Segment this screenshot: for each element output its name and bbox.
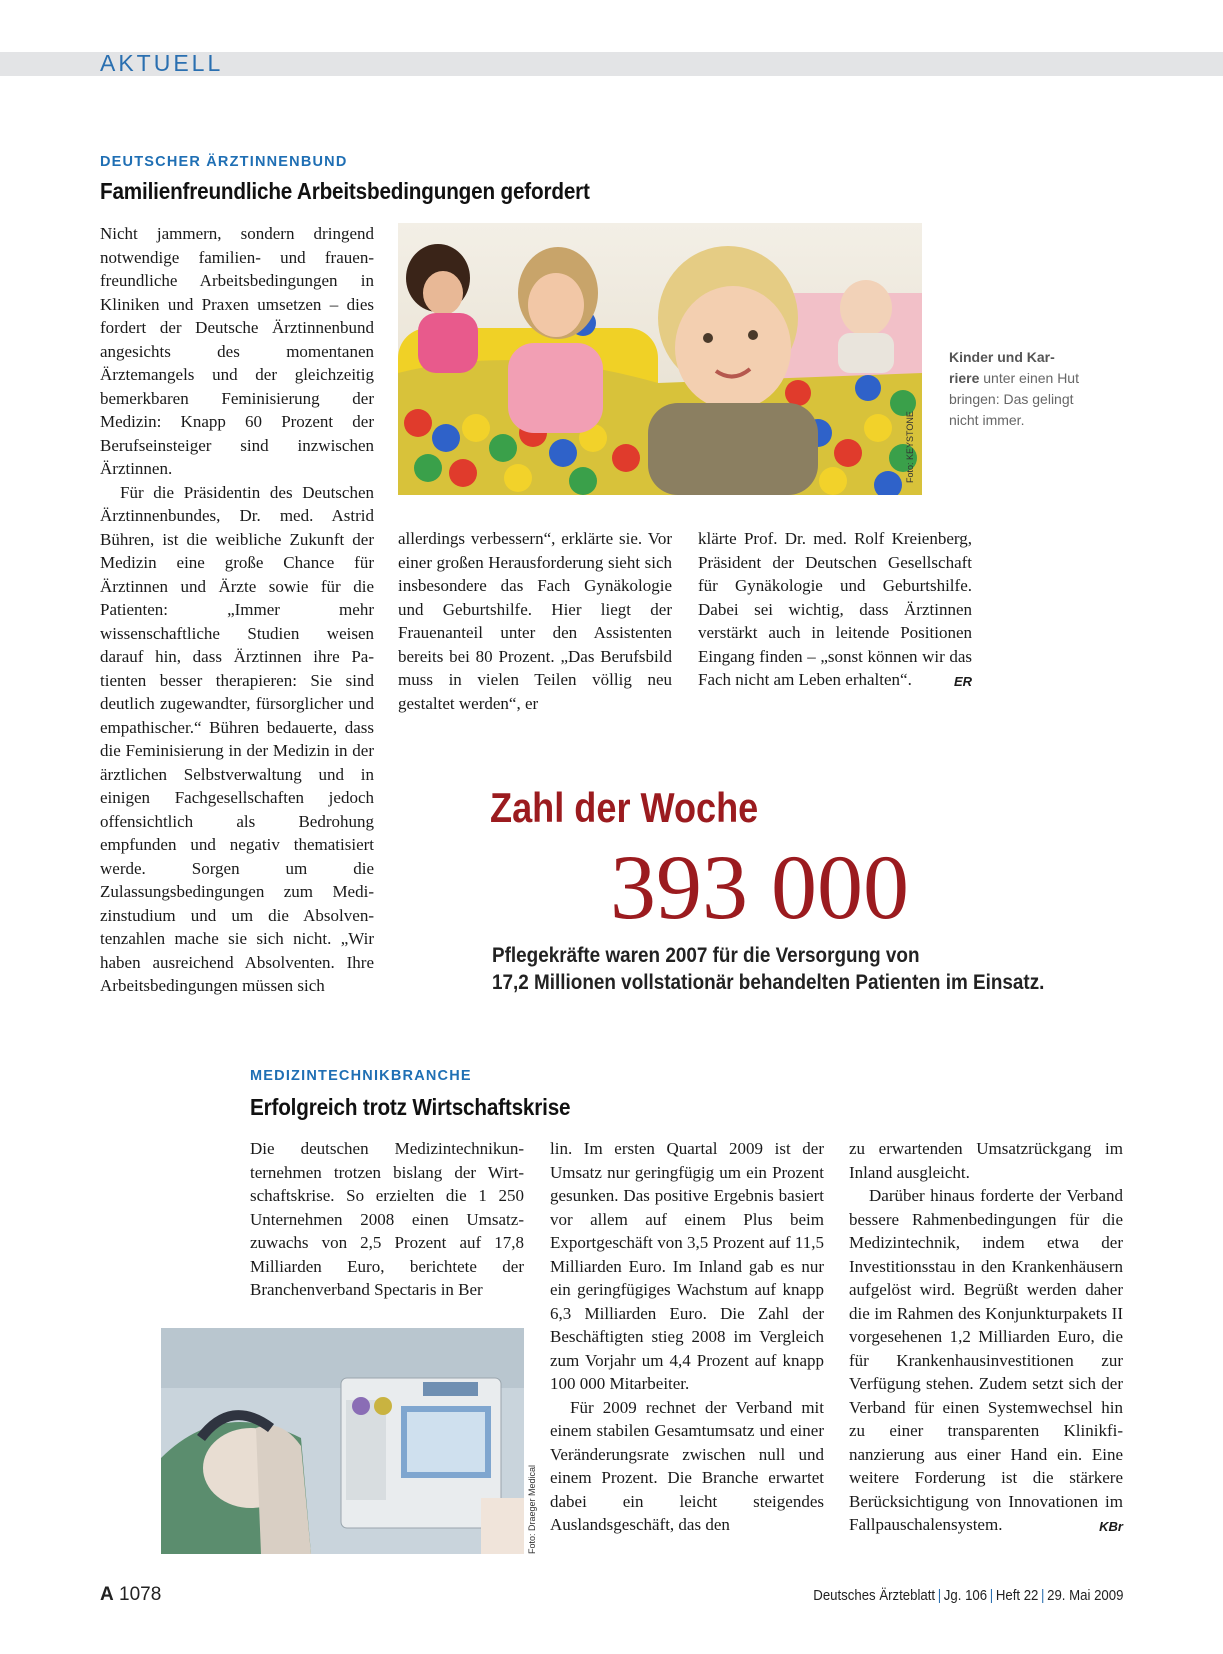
zahl-line-2: 17,2 Millionen vollstationär behandelten Patienten im Einsatz. [492, 971, 1045, 994]
article2-signature: KBr [1099, 1519, 1123, 1534]
article2-paragraph: lin. Im ersten Quartal 2009 ist der Umsatz nur geringfügig um ein Prozent gesunken. Das positive Ergebnis basiert vor allem auf einem Plus beim Exportgeschäft von 3,5 Prozent auf 11,5 Milliarden Euro. Im Inland gab es nur ein geringfügiges Wachstum auf knapp 6,3 Milliarden Euro. Die Zahl der Beschäftigten stieg 2008 im Vergleich zum Vorjahr um 4,4 Prozent auf knapp 100 000 Mitarbeiter. [550, 1139, 824, 1393]
article1-column-1 [100, 222, 374, 998]
anesthesia-machine-photo [161, 1328, 524, 1554]
caption-bold: Kinder und Karriere [949, 349, 1055, 386]
journal-volume: Jg. 106 [943, 1587, 987, 1604]
article2-kicker: MEDIZINTECHNIKBRANCHE [250, 1068, 472, 1084]
children-ballpit-photo [398, 223, 922, 495]
article1-paragraph: allerdings verbessern“, erklärte sie. Vor einer großen Herausforderung sieht sich insbesondere das Fach Gynäkologie und Geburtshilfe. Hier liegt der Frauenanteil unter den Assistenten bereits bei 80 Prozent. „Das Berufsbild muss in vielen Teilen völlig neu gestaltet werden“, er [398, 529, 672, 713]
footer-separator: | [1040, 1587, 1045, 1604]
photo-caption [949, 347, 1079, 431]
zahl-der-woche-title: Zahl der Woche [490, 784, 759, 831]
journal-footer [813, 1587, 1123, 1604]
journal-name: Deutsches Ärzteblatt [812, 1587, 935, 1604]
zahl-der-woche-description [492, 942, 1044, 996]
page-number [100, 1584, 161, 1606]
article2-paragraph-text: Darüber hinaus forderte der Verband bessere Rahmenbedingungen für die Medizintechnik, indem etwa der Investitionsstau in den Krankenhäusern aufgelöst wird. Begrüßt werden daher die im Rahmen des Konjunkturpakets II vorgesehenen 1,2 Milliarden Euro, die für Krankenhausinvestitionen zur Verfügung stehen. Zudem setzt sich der Verband für einen Systemwechsel hin zu einer transparenten Klinikfinanzierung aus einer Hand ein. Eine weitere Forderung ist die stärkere Berücksichtigung von Innovationen im Fallpauschalensystem. [849, 1186, 1123, 1534]
article2-photo-credit: Foto: Draeger Medical [527, 1464, 537, 1554]
article2-headline: Erfolgreich trotz Wirtschaftskrise [250, 1094, 571, 1120]
zahl-line-1: Pflegekräfte waren 2007 für die Versorgung von [492, 944, 920, 967]
article1-column-3 [698, 527, 972, 694]
medical-device-illustration [161, 1328, 524, 1554]
journal-issue: Heft 22 [995, 1587, 1038, 1604]
article1-paragraph: Nicht jammern, sondern dringend notwendige familien- und frauenfreundliche Arbeitsbedingungen in Kliniken und Praxen umsetzen – dies fordert der Deutsche Ärztinnenbund angesichts des momentanen Ärztemangels und der gleichzeitig bemerkbaren Feminisierung der Medizin: Knapp 60 Prozent der Berufseinsteiger sind inzwischen Ärztinnen. [100, 224, 374, 478]
article2-paragraph [849, 1184, 1123, 1537]
footer-separator: | [937, 1587, 941, 1604]
article1-signature: ER [953, 674, 972, 689]
article1-paragraph-text: klärte Prof. Dr. med. Rolf Kreienberg, Präsident der Deutschen Gesellschaft für Gynäkologie und Geburtshilfe. Dabei sei wichtig, dass Ärztinnen verstärkt auch in leitende Positionen Eingang finden – „sonst können wir das Fach nicht am Leben erhalten“. [698, 529, 972, 689]
footer-separator: | [989, 1587, 993, 1604]
article2-column-2 [550, 1137, 824, 1537]
article1-column-2 [398, 527, 672, 715]
article1-photo-credit: Foto: KEYSTONE [905, 411, 915, 483]
page-prefix: A [100, 1584, 114, 1605]
zahl-der-woche-value: 393 000 [610, 836, 909, 938]
article1-kicker: DEUTSCHER ÄRZTINNENBUND [100, 154, 348, 170]
article2-paragraph: Die deutschen Medizintechnikunternehmen trotzen bislang der Wirtschaftskrise. So erzielten die 1 250 Unternehmen 2008 einen Umsatzzuwachs von 2,5 Prozent auf 17,8 Milliarden Euro, berichtete der Branchenverband Spectaris in Ber [250, 1139, 524, 1299]
section-label: AKTUELL [100, 50, 224, 76]
page-number-value: 1078 [119, 1584, 162, 1605]
article2-column-3 [849, 1137, 1123, 1539]
article2-paragraph: Für 2009 rechnet der Verband mit einem stabilen Gesamtumsatz und einer Veränderungsrate zwischen null und einem Prozent. Die Branche erwartet dabei ein leicht steigendes Auslandsgeschäft, das den [550, 1397, 824, 1534]
caption-text: unter einen Hut bringen: Das gelingt nicht immer. [949, 370, 1079, 428]
article2-column-1 [250, 1137, 524, 1302]
journal-date: 29. Mai 2009 [1046, 1587, 1123, 1604]
children-photo-illustration [398, 223, 922, 495]
article2-paragraph: zu erwartenden Umsatzrückgang im Inland ausgleicht. [849, 1139, 1123, 1182]
article1-paragraph [698, 527, 972, 692]
article1-headline: Familienfreundliche Arbeitsbedingungen gefordert [100, 178, 590, 204]
article1-paragraph: Für die Präsidentin des Deutschen Ärztinnenbundes, Dr. med. Astrid Bühren, ist die weibliche Zukunft der Medizin eine große Chance für Ärztinnen und Ärzte sowie für die Patienten: „Immer mehr wissenschaftliche Studien weisen darauf hin, dass Ärztinnen ihre Patienten besser therapieren: Sie sind deutlich zugewandter, fürsorglicher und empathischer.“ Bühren bedauerte, dass die Feminisierung in der Medizin in der ärztlichen Selbstverwaltung und in einigen Fachgesellschaften jedoch offensichtlich als Bedrohung empfunden und negativ thematisiert werde. Sorgen um die Zulassungsbedingungen zum Medizinstudium und um die Absolventenzahlen mache sie sich nicht. „Wir haben ausreichend Absolventen. Ihre Arbeitsbedingungen müssen sich [100, 482, 374, 995]
